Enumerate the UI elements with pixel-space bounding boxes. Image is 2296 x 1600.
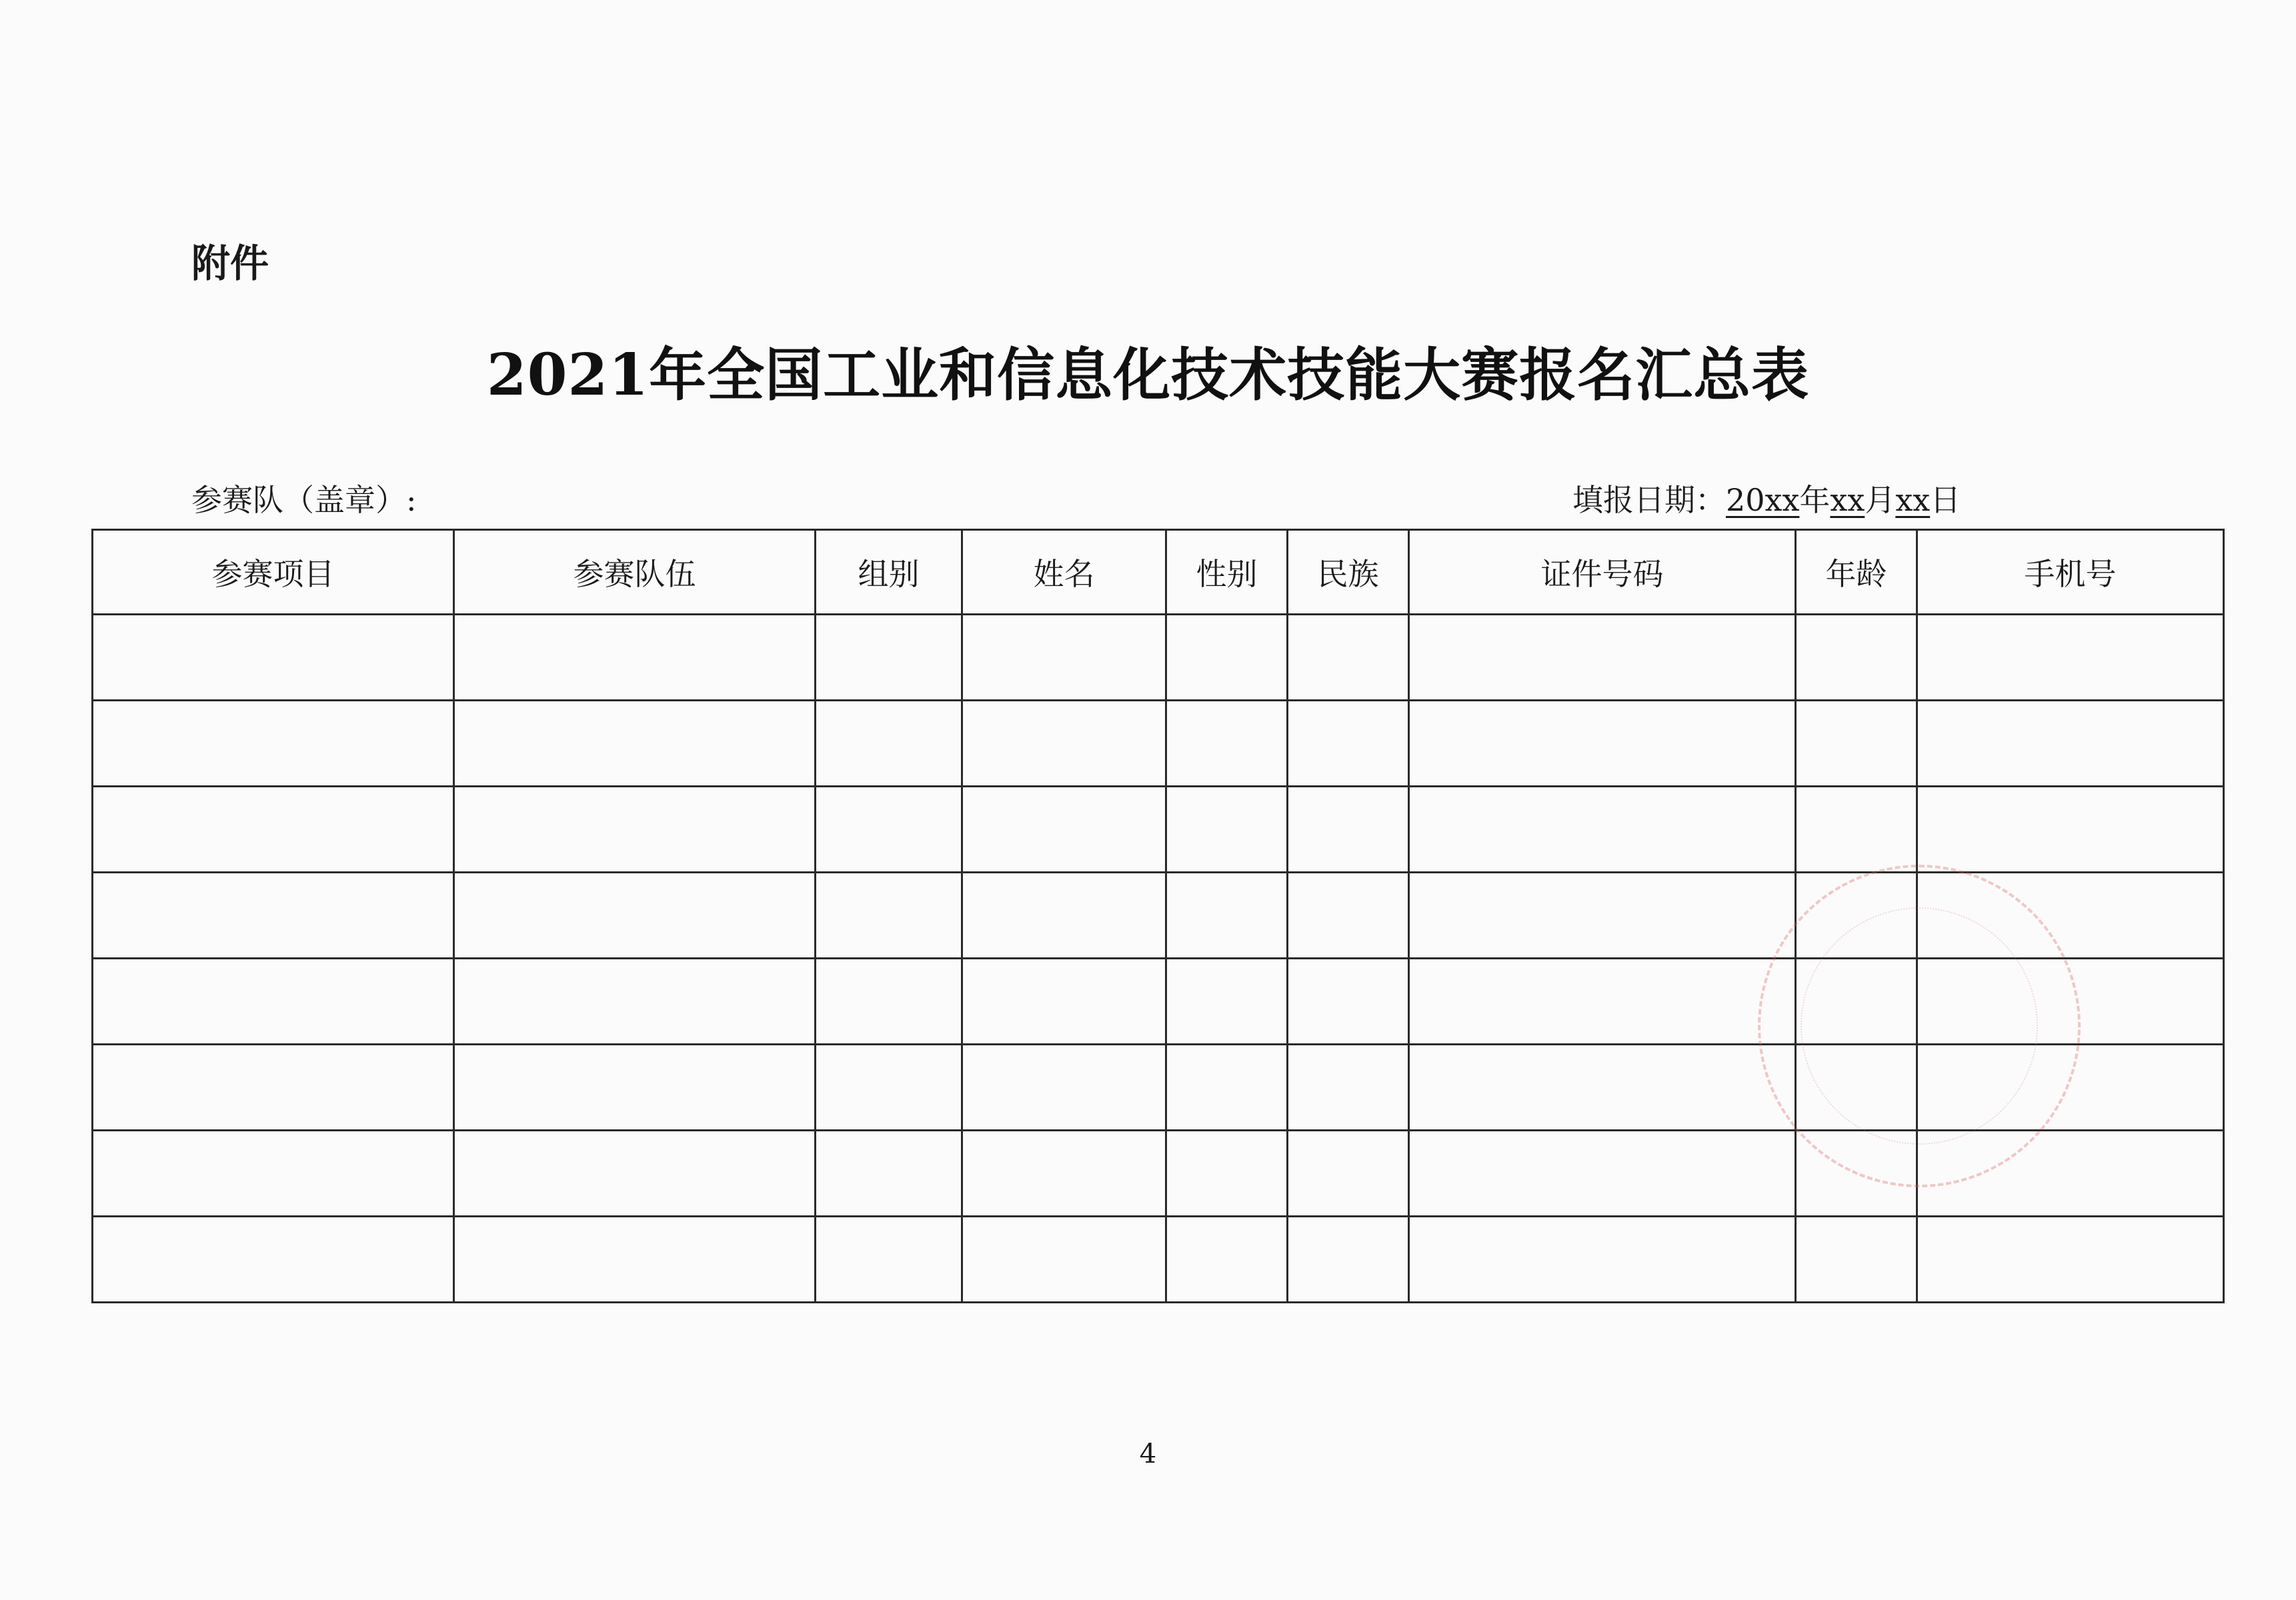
table-cell <box>1166 787 1288 873</box>
table-cell <box>1409 787 1796 873</box>
fill-date-day: xx <box>1895 482 1931 518</box>
table-cell <box>816 1217 962 1303</box>
header-cell: 民族 <box>1288 530 1409 615</box>
team-stamp-label: 参赛队（盖章）: <box>191 482 417 518</box>
table-cell <box>93 615 454 701</box>
table-cell <box>1796 1217 1917 1303</box>
official-seal-inner-ring <box>1801 907 2038 1145</box>
table-cell <box>93 701 454 787</box>
table-cell <box>93 873 454 959</box>
table-cell <box>1409 1131 1796 1217</box>
table-row <box>93 787 2224 873</box>
table-cell <box>816 1045 962 1131</box>
table-cell <box>1409 959 1796 1045</box>
table-cell <box>454 1131 816 1217</box>
table-cell <box>962 959 1166 1045</box>
table-cell <box>1288 1217 1409 1303</box>
table-cell <box>816 787 962 873</box>
page-number: 4 <box>1139 1439 1157 1469</box>
header-cell: 姓名 <box>962 530 1166 615</box>
table-cell <box>1166 873 1288 959</box>
table-cell <box>1166 1217 1288 1303</box>
table-cell <box>1288 615 1409 701</box>
table-cell <box>1796 787 1917 873</box>
table-cell <box>816 873 962 959</box>
table-cell <box>816 959 962 1045</box>
table-header-row <box>93 530 2224 615</box>
fill-date <box>1572 482 1961 518</box>
header-cell: 年龄 <box>1796 530 1917 615</box>
fill-date-label: 填报日期： <box>1572 482 1726 518</box>
table-cell <box>1166 615 1288 701</box>
attachment-label: 附件 <box>191 241 269 286</box>
table-cell <box>1917 701 2224 787</box>
table-cell <box>1409 615 1796 701</box>
table-cell <box>1166 959 1288 1045</box>
table-cell <box>962 1217 1166 1303</box>
table-cell <box>1288 701 1409 787</box>
header-cell: 手机号 <box>1917 530 2224 615</box>
table-cell <box>93 1217 454 1303</box>
table-cell <box>454 1217 816 1303</box>
table-cell <box>816 1131 962 1217</box>
table-row <box>93 701 2224 787</box>
fill-date-month-unit: 月 <box>1865 482 1896 518</box>
table-cell <box>93 1131 454 1217</box>
table-cell <box>1796 701 1917 787</box>
table-cell <box>962 701 1166 787</box>
table-cell <box>1166 1131 1288 1217</box>
fill-date-month: xx <box>1830 482 1865 518</box>
table-cell <box>816 615 962 701</box>
table-cell <box>962 615 1166 701</box>
table-cell <box>962 787 1166 873</box>
table-cell <box>1409 701 1796 787</box>
table-cell <box>962 873 1166 959</box>
table-cell <box>1288 1131 1409 1217</box>
table-cell <box>454 615 816 701</box>
fill-date-day-unit: 日 <box>1930 482 1961 518</box>
table-cell <box>93 787 454 873</box>
table-cell <box>1166 1045 1288 1131</box>
table-cell <box>816 701 962 787</box>
table-cell <box>454 873 816 959</box>
table-cell <box>1409 873 1796 959</box>
table-cell <box>1409 1217 1796 1303</box>
table-cell <box>1917 615 2224 701</box>
table-row <box>93 1217 2224 1303</box>
table-cell <box>454 959 816 1045</box>
table-cell <box>1917 1217 2224 1303</box>
table-cell <box>962 1131 1166 1217</box>
table-cell <box>93 959 454 1045</box>
header-cell: 参赛队伍 <box>454 530 816 615</box>
table-cell <box>454 1045 816 1131</box>
header-cell: 证件号码 <box>1409 530 1796 615</box>
table-cell <box>1166 701 1288 787</box>
table-row <box>93 615 2224 701</box>
table-cell <box>1409 1045 1796 1131</box>
table-cell <box>1796 615 1917 701</box>
table-cell <box>454 787 816 873</box>
table-cell <box>93 1045 454 1131</box>
fill-date-year-unit: 年 <box>1799 482 1831 518</box>
table-cell <box>1288 959 1409 1045</box>
form-title: 2021年全国工业和信息化技术技能大赛报名汇总表 <box>486 341 1810 409</box>
table-cell <box>1288 1045 1409 1131</box>
table-cell <box>1917 787 2224 873</box>
header-cell: 性别 <box>1166 530 1288 615</box>
table-cell <box>454 701 816 787</box>
table-cell <box>962 1045 1166 1131</box>
table-cell <box>1288 787 1409 873</box>
table-cell <box>1288 873 1409 959</box>
fill-date-year: 20xx <box>1726 482 1800 518</box>
header-cell: 参赛项目 <box>93 530 454 615</box>
header-cell: 组别 <box>816 530 962 615</box>
